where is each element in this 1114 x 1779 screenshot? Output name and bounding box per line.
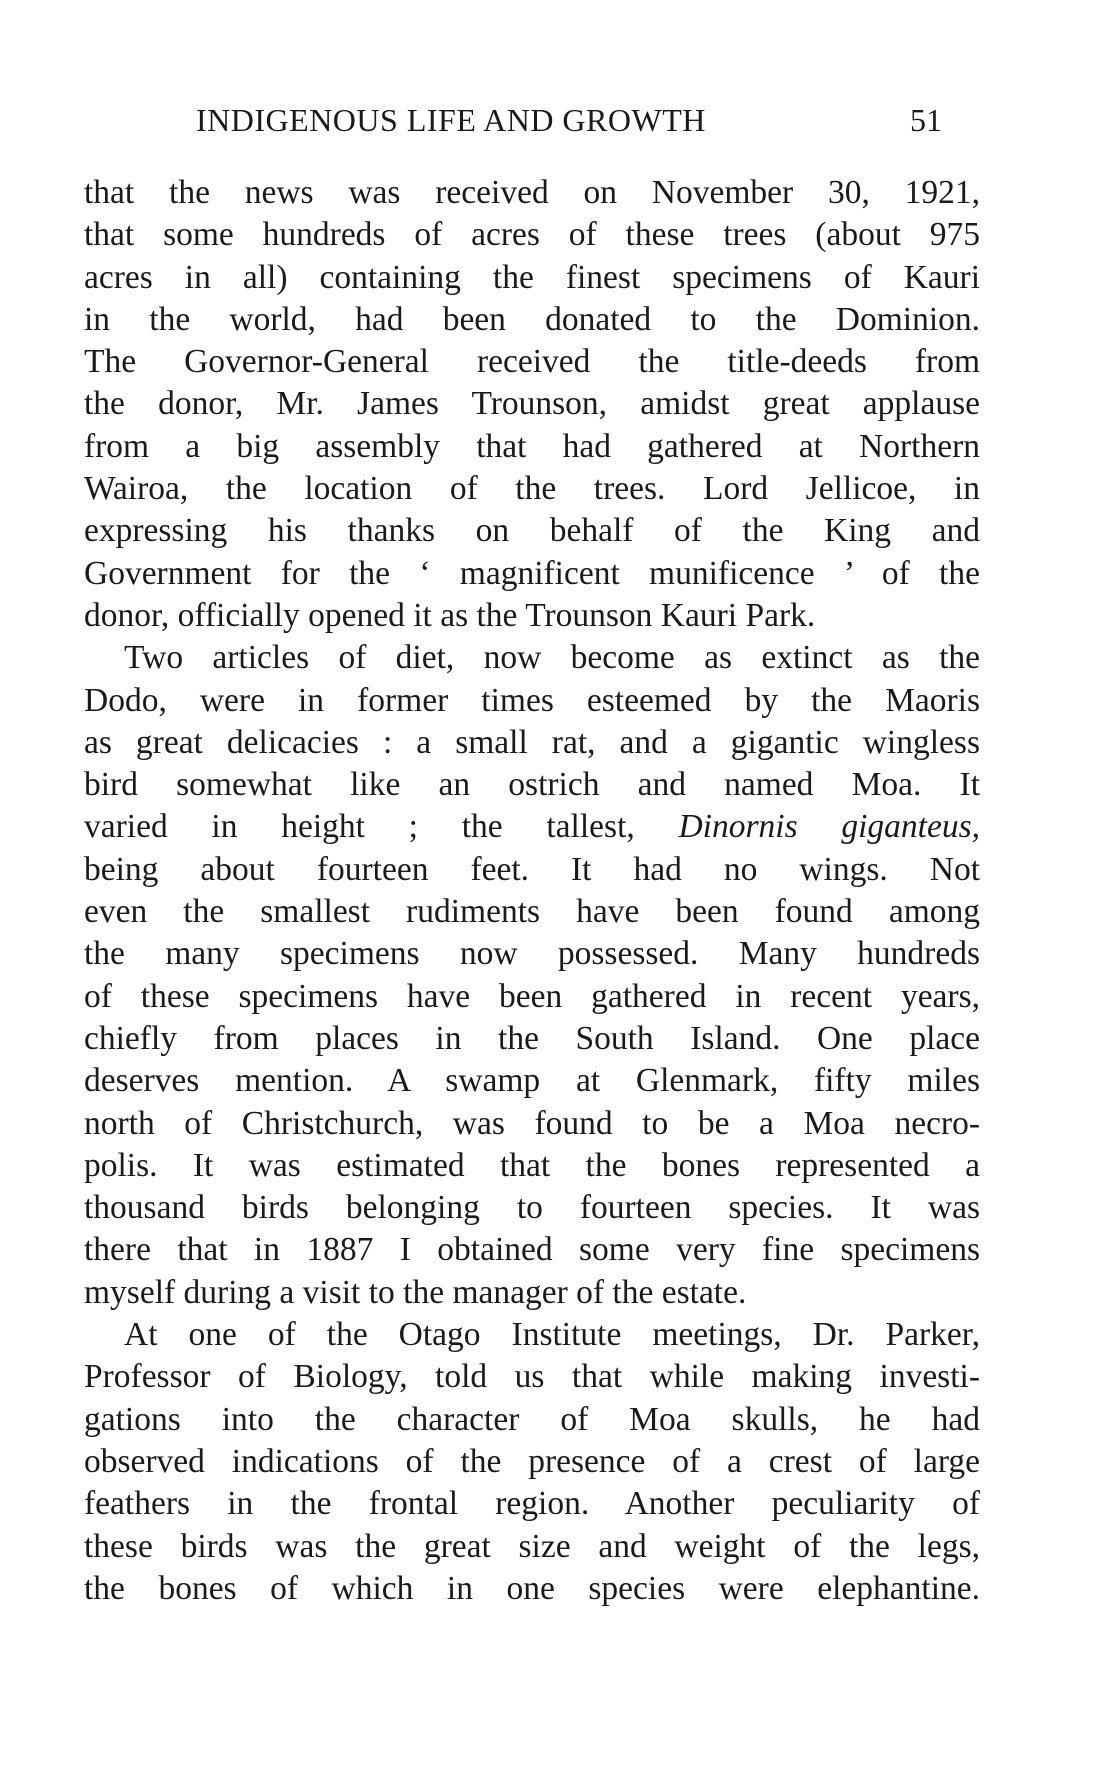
text-line: the many specimens now possessed. Many hundreds — [84, 935, 980, 973]
text-line: feathers in the frontal region. Another peculiarity of — [84, 1485, 980, 1523]
text-line: donor, officially opened it as the Trounson Kauri Park. — [84, 596, 816, 634]
text-line: Professor of Biology, told us that while making investi- — [84, 1358, 980, 1396]
text-line: of these specimens have been gathered in recent years, — [84, 977, 980, 1015]
text-line: these birds was the great size and weight of the legs, — [84, 1527, 980, 1565]
text-line: that some hundreds of acres of these trees (about 975 — [84, 216, 980, 254]
text-line: bird somewhat like an ostrich and named Moa. It — [84, 766, 980, 804]
page-number: 51 — [910, 102, 942, 138]
text-line: as great delicacies : a small rat, and a gigantic wingless — [84, 723, 980, 761]
text-line: north of Christchurch, was found to be a Moa necro- — [84, 1104, 980, 1142]
text-line: deserves mention. A swamp at Glenmark, fifty miles — [84, 1062, 980, 1100]
text-line: expressing his thanks on behalf of the King and — [84, 512, 980, 550]
text-line: Two articles of diet, now become as extinct as the — [124, 639, 980, 677]
text-line: observed indications of the presence of a crest of large — [84, 1442, 980, 1480]
text-line: polis. It was estimated that the bones represented a — [84, 1146, 980, 1184]
text-line: chiefly from places in the South Island. One place — [84, 1019, 980, 1057]
text-line: that the news was received on November 30, 1921, — [84, 174, 980, 211]
running-head — [0, 100, 1114, 140]
text-line: Wairoa, the location of the trees. Lord Jellicoe, in — [84, 470, 980, 508]
text-line: acres in all) containing the finest specimens of Kauri — [84, 258, 980, 296]
text-line: there that in 1887 I obtained some very fine specimens — [84, 1231, 980, 1269]
running-title: INDIGENOUS LIFE AND GROWTH — [196, 102, 706, 138]
italic-species-name: Dinornis giganteus, — [678, 808, 980, 846]
text-line: Dodo, were in former times esteemed by the Maoris — [84, 681, 980, 719]
text-line-with-italic — [84, 806, 980, 848]
text-line: Government for the ‘ magnificent munificence ’ of the — [84, 554, 980, 592]
text-line: At one of the Otago Institute meetings, Dr. Parker, — [124, 1316, 980, 1354]
text-line: thousand birds belonging to fourteen species. It was — [84, 1189, 980, 1227]
text-line: gations into the character of Moa skulls, he had — [84, 1400, 980, 1438]
text-segment: varied in height ; the tallest, — [84, 808, 679, 846]
text-line: myself during a visit to the manager of the estate. — [84, 1273, 747, 1311]
text-line: from a big assembly that had gathered at Northern — [84, 427, 980, 465]
text-line: in the world, had been donated to the Dominion. — [84, 300, 980, 338]
text-line: being about fourteen feet. It had no wings. Not — [84, 850, 980, 888]
text-line: the donor, Mr. James Trounson, amidst great applause — [84, 385, 980, 423]
body-text — [84, 172, 980, 1610]
text-line: even the smallest rudiments have been found among — [84, 893, 980, 931]
text-line: the bones of which in one species were elephantine. — [84, 1569, 980, 1607]
text-line: The Governor-General received the title-deeds from — [84, 343, 980, 381]
